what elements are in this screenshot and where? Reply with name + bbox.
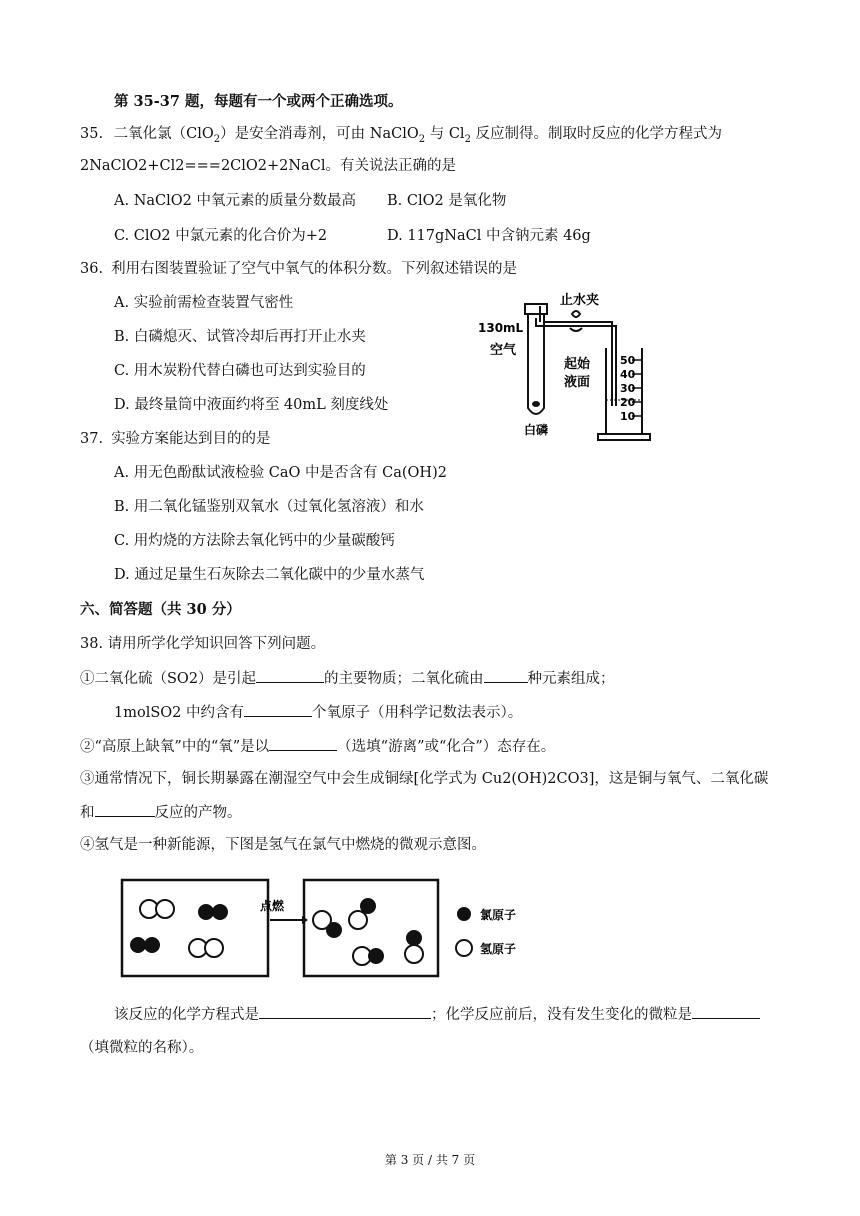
q38-part1-cont: 1molSO2 中约含有 个氧原子（用科学记数法表示）。 — [114, 702, 522, 723]
hydrogen-atom — [349, 911, 367, 929]
tick-20: 20 — [620, 396, 636, 409]
q38-part3-cont: 和 反应的产物。 — [80, 802, 242, 823]
q38-part2: ②“高原上缺氧”中的“氧”是以 （选填“游离”或“化合”）态存在。 — [80, 736, 555, 757]
chlorine-atom — [326, 922, 342, 938]
q35-option-a: A. NaClO2 中氧元素的质量分数最高 — [114, 193, 356, 209]
tick-10: 10 — [620, 410, 636, 423]
cylinder-base — [598, 434, 650, 440]
chlorine-atom — [368, 948, 384, 964]
answer-blank[interactable] — [95, 802, 155, 817]
answer-blank[interactable] — [244, 702, 312, 717]
start-level-label-2: 液面 — [564, 375, 591, 390]
q37-option-a: A. 用无色酚酞试液检验 CaO 中是否含有 Ca(OH)2 — [114, 465, 447, 481]
q38-part5-cont: （填微粒的名称）。 — [80, 1040, 204, 1056]
legend-hydrogen-label: 氢原子 — [480, 942, 517, 956]
section-heading: 六、简答题（共 30 分） — [80, 601, 241, 618]
phosphorus-label: 白磷 — [524, 423, 549, 437]
q37-option-b: B. 用二氧化锰鉴别双氧水（过氧化氢溶液）和水 — [114, 499, 424, 515]
q38-part3: ③通常情况下，铜长期暴露在潮湿空气中会生成铜绿[化学式为 Cu2(OH)2CO3]，这是铜与氧气、二氧化碳 — [80, 771, 769, 787]
q35-option-d: D. 117gNaCl 中含钠元素 46g — [387, 228, 591, 244]
legend-chlorine-icon — [457, 907, 471, 921]
chlorine-atom — [198, 904, 214, 920]
q35-stem: 35. 二氧化氯（ClO$_2$）是安全消毒剂，可由 NaClO$_2$ 与 $Cl_2$ 反应制得。制取时反应的化学方程式为 — [80, 126, 723, 145]
q38-stem: 38. 请用所学化学知识回答下列问题。 — [80, 636, 326, 652]
legend-chlorine-label: 氯原子 — [480, 908, 517, 922]
q37-stem: 37. 实验方案能达到目的的是 — [80, 431, 271, 447]
hydrogen-atom — [405, 945, 423, 963]
test-tube — [528, 312, 544, 414]
clamp-label: 止水夹 — [560, 293, 600, 308]
answer-blank[interactable] — [269, 736, 337, 751]
q35-equation: 2NaClO2+Cl2===2ClO2+2NaCl。有关说法正确的是 — [80, 158, 456, 174]
air-label: 空气 — [490, 343, 517, 358]
apparatus-figure — [478, 288, 668, 444]
q37-option-c: C. 用灼烧的方法除去氧化钙中的少量碳酸钙 — [114, 533, 395, 549]
hydrogen-atom — [205, 939, 223, 957]
answer-blank[interactable] — [256, 668, 324, 683]
start-level-label-1: 起始 — [564, 357, 591, 372]
tube-stopper — [525, 304, 547, 314]
volume-label: 130mL — [478, 321, 524, 335]
page-footer: 第 3 页 / 共 7 页 — [384, 1153, 476, 1167]
q36-option-d: D. 最终量筒中液面约将至 40mL 刻度线处 — [114, 397, 389, 413]
phosphorus-lump — [532, 401, 540, 407]
arrow-label: 点燃 — [260, 899, 285, 913]
molecule-figure — [118, 876, 538, 980]
chlorine-atom — [130, 937, 146, 953]
q36-option-b: B. 白磷熄灭、试管冷却后再打开止水夹 — [114, 329, 366, 345]
answer-blank[interactable] — [484, 668, 528, 683]
answer-blank[interactable] — [692, 1004, 760, 1019]
tick-50: 50 — [620, 354, 636, 367]
q36-stem: 36. 利用右图装置验证了空气中氧气的体积分数。下列叙述错误的是 — [80, 261, 518, 277]
q37-option-d: D. 通过足量生石灰除去二氧化碳中的少量水蒸气 — [114, 567, 425, 583]
q38-part4: ④氢气是一种新能源，下图是氢气在氯气中燃烧的微观示意图。 — [80, 837, 486, 853]
tick-30: 30 — [620, 382, 636, 395]
reactant-box — [122, 880, 268, 976]
chlorine-atom — [212, 904, 228, 920]
section-note: 第 35-37 题，每题有一个或两个正确选项。 — [114, 93, 403, 110]
q36-option-a: A. 实验前需检查装置气密性 — [114, 295, 294, 311]
legend-hydrogen-icon — [456, 940, 472, 956]
tick-40: 40 — [620, 368, 636, 381]
q35-option-c: C. ClO2 中氯元素的化合价为+2 — [114, 228, 328, 244]
chlorine-atom — [406, 930, 422, 946]
q38-part1: ①二氧化硫（SO2）是引起 的主要物质；二氧化硫由 种元素组成； — [80, 668, 615, 689]
q35-option-b: B. ClO2 是氧化物 — [387, 193, 507, 209]
q38-part5: 该反应的化学方程式是 ；化学反应前后，没有发生变化的微粒是 — [114, 1004, 760, 1025]
hydrogen-atom — [156, 900, 174, 918]
chlorine-atom — [144, 937, 160, 953]
answer-blank[interactable] — [259, 1004, 431, 1019]
q36-option-c: C. 用木炭粉代替白磷也可达到实验目的 — [114, 363, 366, 379]
